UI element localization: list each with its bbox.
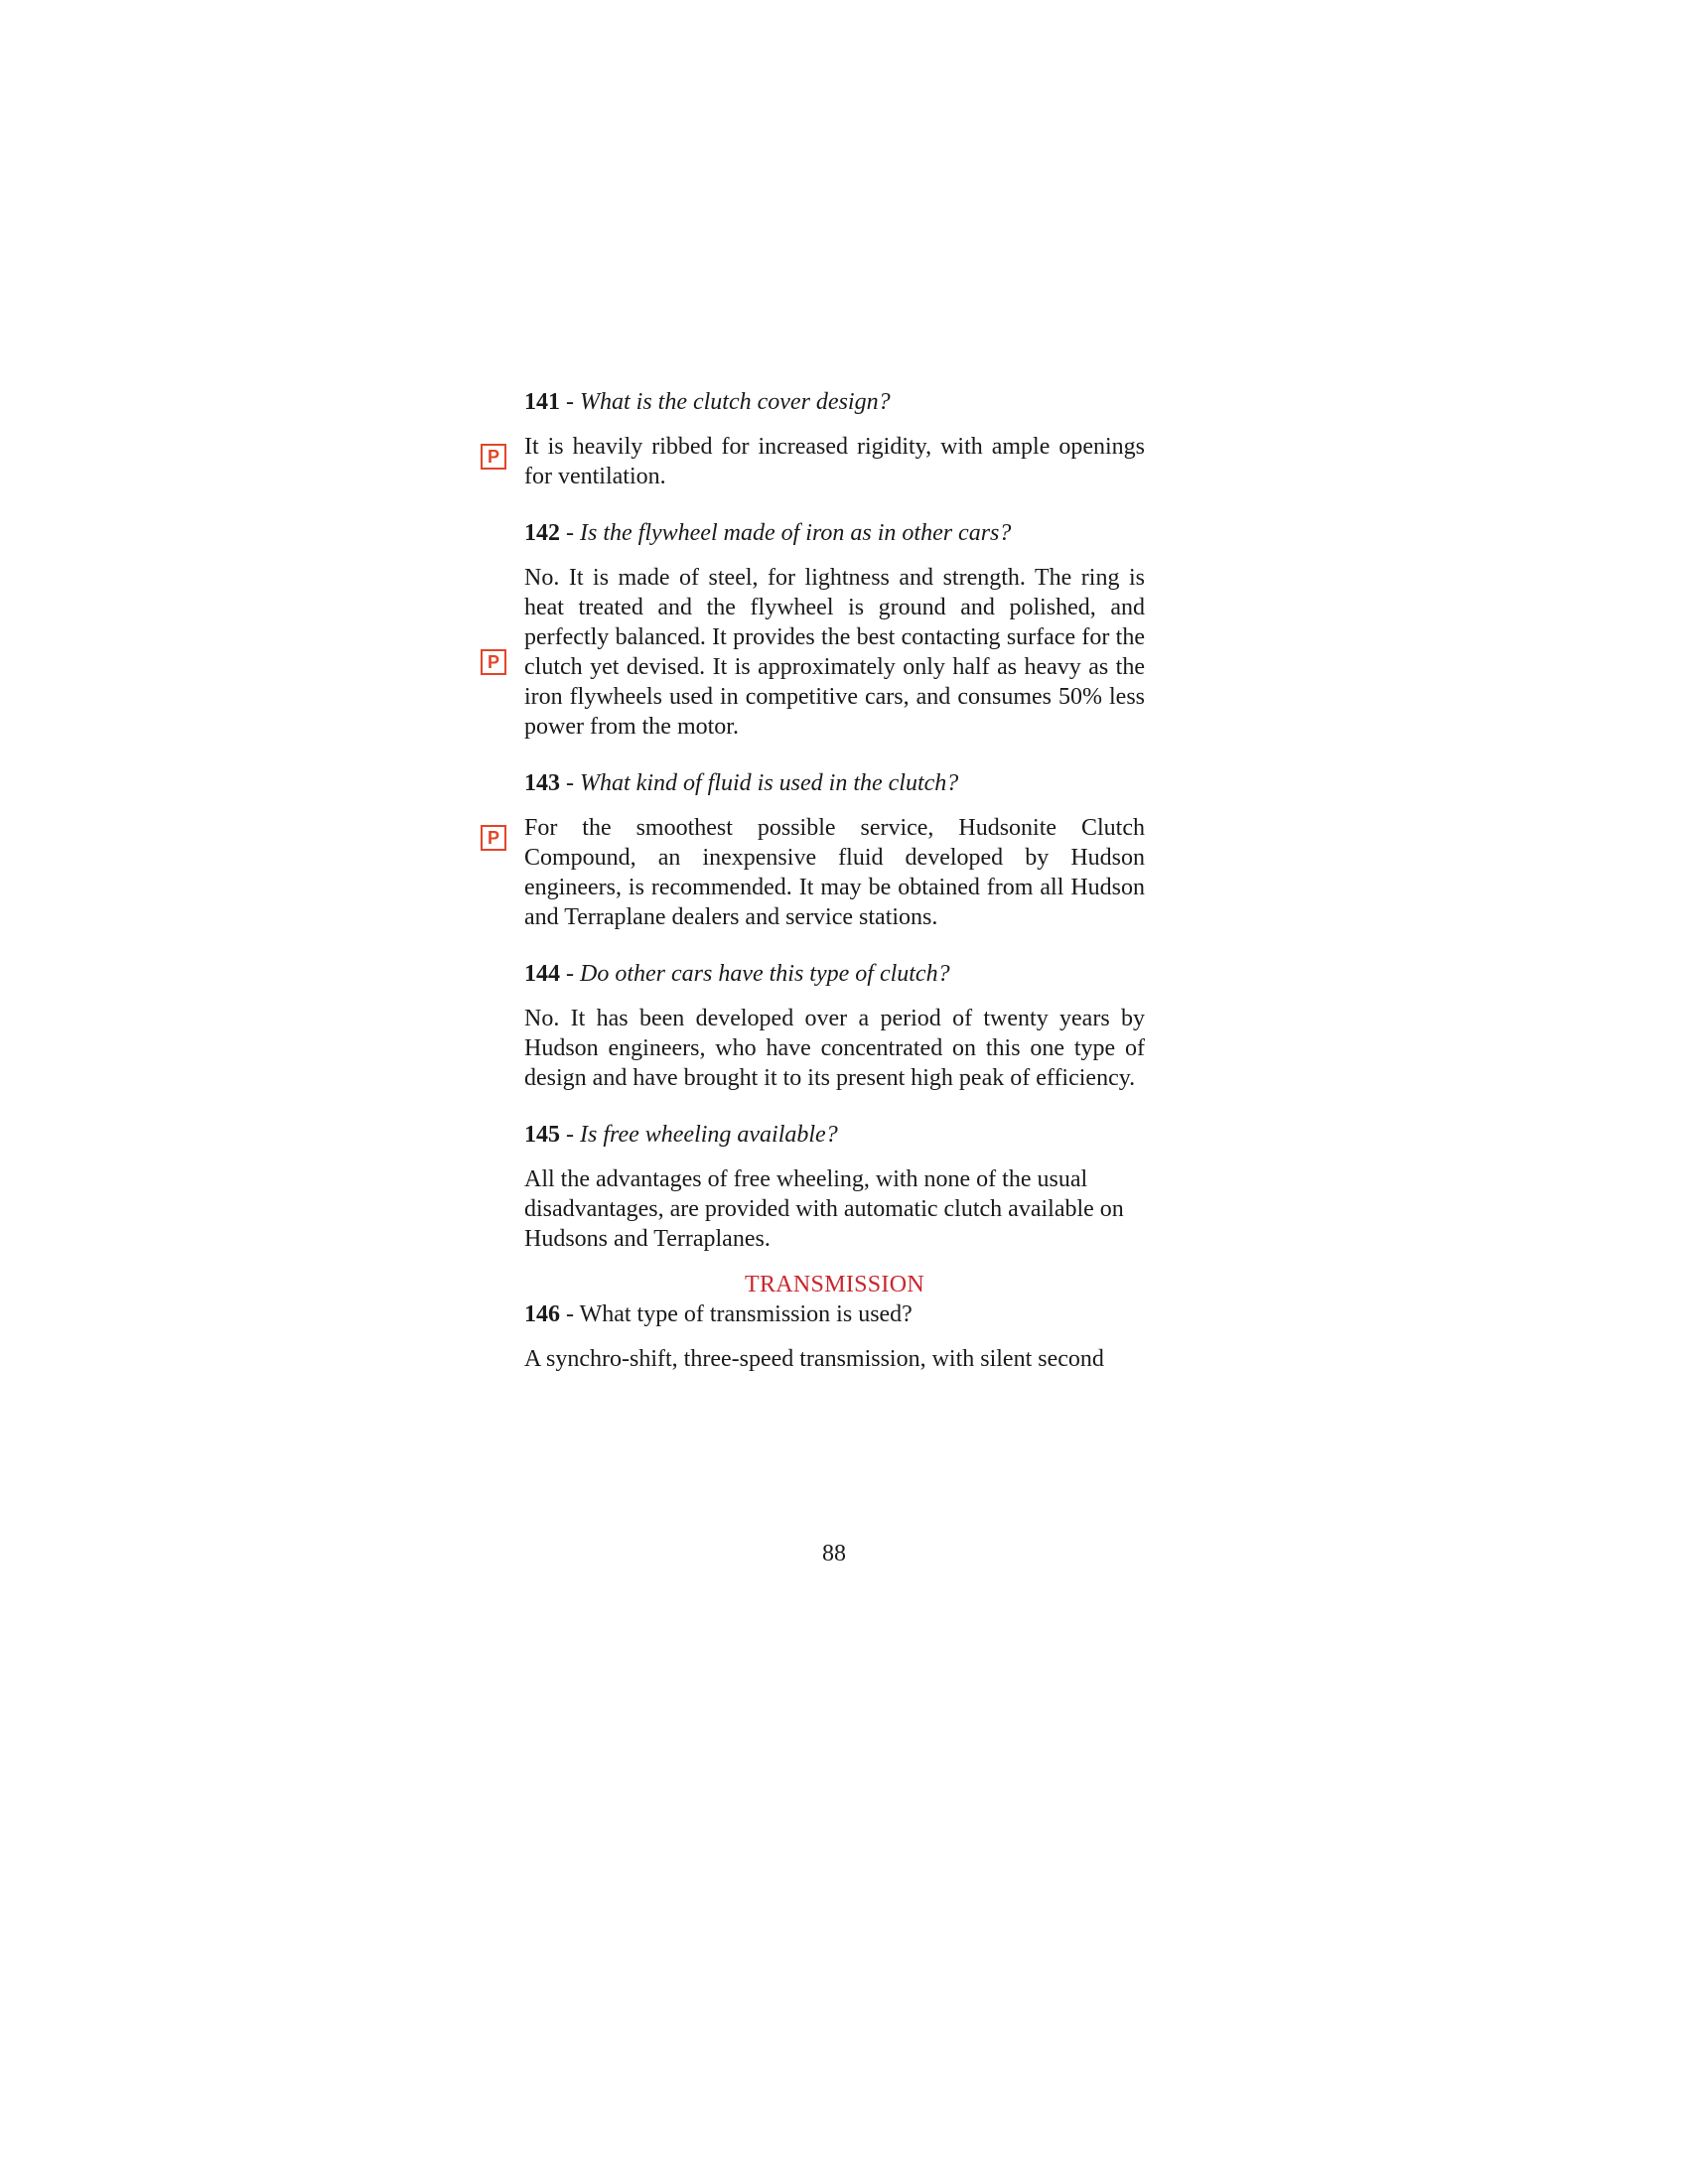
question-number: 146 — [524, 1301, 560, 1327]
page-content — [487, 387, 1145, 1401]
answer-144: No. It has been developed over a period of twenty years by Hudson engineers, who have concentrated on this one type of design and have brought it to its present high peak of efficiency. — [524, 1006, 1145, 1091]
question-text: What is the clutch cover design? — [580, 389, 891, 415]
qa-item-141 — [487, 387, 1145, 491]
question-146: 146 - What type of transmission is used? — [524, 1301, 913, 1327]
question-text: Is the flywheel made of iron as in other cars? — [580, 520, 1012, 546]
question-number: 143 — [524, 770, 560, 796]
qa-item-145 — [524, 1120, 1145, 1254]
question-143: 143 - What kind of fluid is used in the clutch? — [524, 770, 959, 796]
question-142: 142 - Is the flywheel made of iron as in other cars? — [524, 520, 1012, 546]
p-marker-icon[interactable]: P — [481, 444, 506, 470]
page-number: 88 — [822, 1541, 846, 1567]
qa-item-143 — [487, 768, 1145, 932]
question-text: What type of transmission is used? — [579, 1301, 913, 1327]
p-marker-icon[interactable]: P — [481, 649, 506, 675]
question-number: 142 — [524, 520, 560, 546]
question-144: 144 - Do other cars have this type of clutch? — [524, 961, 950, 987]
qa-item-142 — [487, 518, 1145, 742]
question-141: 141 - What is the clutch cover design? — [524, 389, 891, 415]
answer-143: For the smoothest possible service, Hudsonite Clutch Compound, an inexpensive fluid developed by Hudson engineers, is recommended. It may be obtained from all Hudson and Terraplane dealers and service stations. — [524, 815, 1145, 930]
section-heading-transmission: TRANSMISSION — [745, 1272, 924, 1297]
p-marker-icon[interactable]: P — [481, 825, 506, 851]
question-number: 144 — [524, 961, 560, 987]
question-text: Is free wheeling available? — [580, 1122, 838, 1148]
qa-item-144 — [524, 959, 1145, 1093]
question-number: 145 — [524, 1122, 560, 1148]
answer-146: A synchro-shift, three-speed transmission, with silent second — [524, 1346, 1104, 1372]
question-number: 141 — [524, 389, 560, 415]
qa-item-146 — [524, 1299, 1145, 1374]
answer-145: All the advantages of free wheeling, with none of the usual disadvantages, are provided with automatic clutch available on Hudsons and Terraplanes. — [524, 1166, 1124, 1252]
question-text: Do other cars have this type of clutch? — [580, 961, 950, 987]
answer-141: It is heavily ribbed for increased rigidity, with ample openings for ventilation. — [524, 434, 1145, 489]
question-145: 145 - Is free wheeling available? — [524, 1122, 838, 1148]
answer-142: No. It is made of steel, for lightness and strength. The ring is heat treated and the flywheel is ground and polished, and perfectly balanced. It provides the best contacting surface for the clutch yet devised. It is approximately only half as heavy as the iron flywheels used in competitive cars, and consumes 50% less power from the motor. — [524, 565, 1145, 740]
question-text: What kind of fluid is used in the clutch? — [580, 770, 959, 796]
